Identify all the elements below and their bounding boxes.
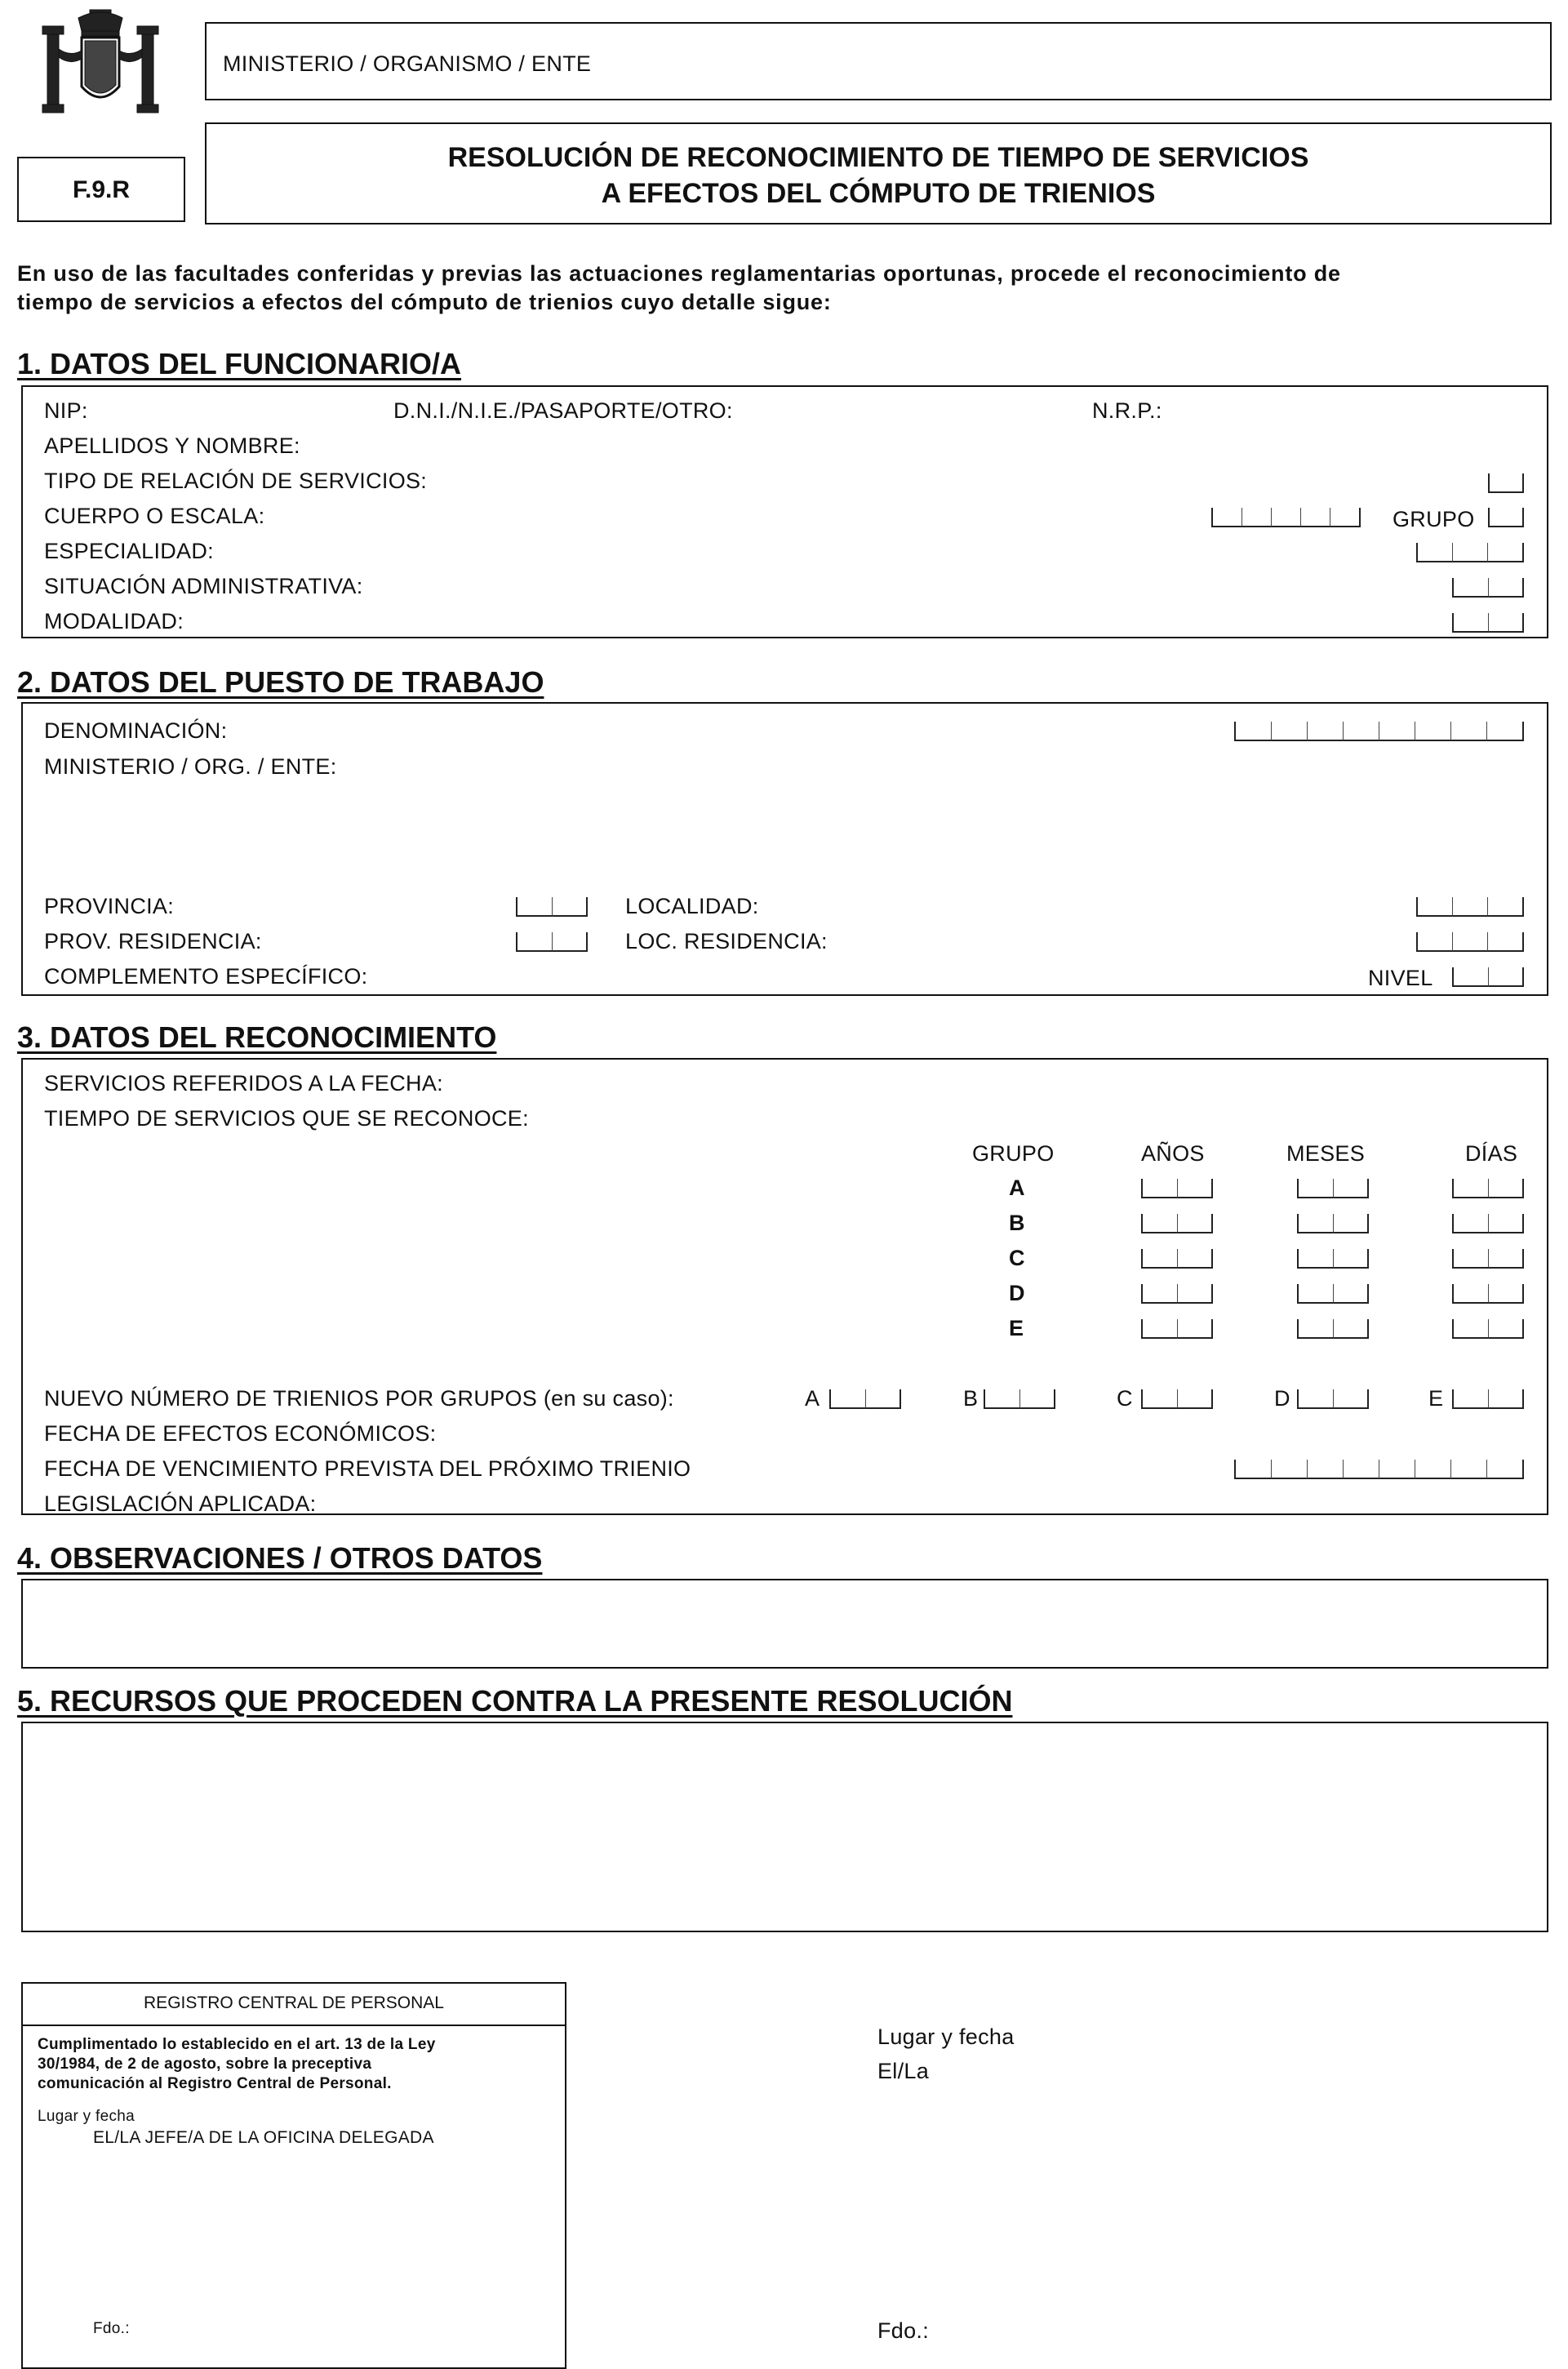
coat-of-arms-logo xyxy=(31,8,170,118)
ministry-box[interactable] xyxy=(205,22,1552,100)
registro-box xyxy=(21,1982,566,2369)
meses-field-e[interactable] xyxy=(1297,1319,1369,1339)
servicios-fecha-label: SERVICIOS REFERIDOS A LA FECHA: xyxy=(44,1071,443,1096)
section4-title: 4. OBSERVACIONES / OTROS DATOS xyxy=(17,1541,543,1575)
registro-text-line1: Cumplimentado lo establecido en el art. 13 de la Ley xyxy=(38,2036,436,2053)
trienio-letter-c: C xyxy=(1117,1386,1133,1411)
registro-text-line2: 30/1984, de 2 de agosto, sobre la preceptiva xyxy=(38,2056,372,2073)
tipo-relacion-field[interactable] xyxy=(1488,473,1524,493)
anos-field-b[interactable] xyxy=(1141,1214,1213,1233)
loc-residencia-field[interactable] xyxy=(1416,932,1524,952)
signature-el-la-label: El/La xyxy=(877,2059,930,2083)
apellidos-label: APELLIDOS Y NOMBRE: xyxy=(44,433,300,458)
dias-field-d[interactable] xyxy=(1452,1284,1524,1304)
meses-field-d[interactable] xyxy=(1297,1284,1369,1304)
tiempo-servicios-label: TIEMPO DE SERVICIOS QUE SE RECONOCE: xyxy=(44,1106,529,1131)
trienio-field-d[interactable] xyxy=(1297,1389,1369,1409)
dni-label: D.N.I./N.I.E./PASAPORTE/OTRO: xyxy=(393,398,733,423)
prov-residencia-label: PROV. RESIDENCIA: xyxy=(44,929,262,953)
trienio-field-a[interactable] xyxy=(829,1389,901,1409)
group-letter-c: C xyxy=(1009,1246,1025,1270)
observaciones-box[interactable] xyxy=(21,1579,1548,1669)
section1-title: 1. DATOS DEL FUNCIONARIO/A xyxy=(17,347,462,380)
col-meses-header: MESES xyxy=(1286,1141,1366,1166)
group-letter-a: A xyxy=(1009,1176,1025,1200)
trienio-letter-b: B xyxy=(963,1386,979,1411)
cuerpo-field[interactable] xyxy=(1211,508,1361,527)
localidad-field[interactable] xyxy=(1416,897,1524,917)
fecha-vencimiento-label: FECHA DE VENCIMIENTO PREVISTA DEL PRÓXIMO TRIENIO xyxy=(44,1456,691,1481)
trienio-field-c[interactable] xyxy=(1141,1389,1213,1409)
intro-line1: En uso de las facultades conferidas y previas las actuaciones reglamentarias oportunas, procede el reconocimiento de xyxy=(17,261,1341,286)
registro-text-line3: comunicación al Registro Central de Personal. xyxy=(38,2075,392,2092)
nuevo-numero-label: NUEVO NÚMERO DE TRIENIOS POR GRUPOS (en su caso): xyxy=(44,1386,674,1411)
nivel-label: NIVEL xyxy=(1368,966,1433,990)
especialidad-label: ESPECIALIDAD: xyxy=(44,539,214,563)
group-letter-d: D xyxy=(1009,1281,1025,1305)
form-code-box xyxy=(17,157,185,222)
especialidad-field[interactable] xyxy=(1416,543,1524,562)
trienio-letter-e: E xyxy=(1428,1386,1444,1411)
section3-box xyxy=(21,1058,1548,1515)
ministerio-org-label: MINISTERIO / ORG. / ENTE: xyxy=(44,754,337,779)
dias-field-c[interactable] xyxy=(1452,1249,1524,1269)
denominacion-field[interactable] xyxy=(1234,722,1524,741)
situacion-label: SITUACIÓN ADMINISTRATIVA: xyxy=(44,574,363,598)
section3-title: 3. DATOS DEL RECONOCIMIENTO xyxy=(17,1020,497,1054)
intro-line2: tiempo de servicios a efectos del cómputo de trienios cuyo detalle sigue: xyxy=(17,290,832,314)
modalidad-label: MODALIDAD: xyxy=(44,609,184,633)
col-grupo-header: GRUPO xyxy=(972,1141,1055,1166)
col-dias-header: DÍAS xyxy=(1465,1141,1518,1166)
fecha-efectos-label: FECHA DE EFECTOS ECONÓMICOS: xyxy=(44,1421,437,1446)
modalidad-field[interactable] xyxy=(1452,613,1524,633)
form-title-line1: RESOLUCIÓN DE RECONOCIMIENTO DE TIEMPO DE SERVICIOS xyxy=(447,142,1309,173)
trienio-letter-a: A xyxy=(805,1386,820,1411)
meses-field-c[interactable] xyxy=(1297,1249,1369,1269)
dias-field-a[interactable] xyxy=(1452,1179,1524,1198)
provincia-label: PROVINCIA: xyxy=(44,894,175,918)
registro-jefe-label: EL/LA JEFE/A DE LA OFICINA DELEGADA xyxy=(93,2128,434,2147)
registro-fdo-label: Fdo.: xyxy=(93,2320,130,2337)
trienio-field-b[interactable] xyxy=(984,1389,1055,1409)
trienio-letter-d: D xyxy=(1274,1386,1290,1411)
complemento-label: COMPLEMENTO ESPECÍFICO: xyxy=(44,964,368,989)
tipo-relacion-label: TIPO DE RELACIÓN DE SERVICIOS: xyxy=(44,469,428,493)
col-anos-header: AÑOS xyxy=(1141,1141,1205,1166)
meses-field-a[interactable] xyxy=(1297,1179,1369,1198)
nivel-field[interactable] xyxy=(1452,967,1524,987)
cuerpo-label: CUERPO O ESCALA: xyxy=(44,504,265,528)
section2-box xyxy=(21,702,1548,996)
ministry-label: MINISTERIO / ORGANISMO / ENTE xyxy=(223,51,592,76)
section2-title: 2. DATOS DEL PUESTO DE TRABAJO xyxy=(17,665,544,699)
recursos-box[interactable] xyxy=(21,1722,1548,1932)
dias-field-b[interactable] xyxy=(1452,1214,1524,1233)
form-title-line2: A EFECTOS DEL CÓMPUTO DE TRIENIOS xyxy=(601,178,1156,209)
loc-residencia-label: LOC. RESIDENCIA: xyxy=(625,929,828,953)
group-letter-e: E xyxy=(1009,1316,1024,1340)
meses-field-b[interactable] xyxy=(1297,1214,1369,1233)
group-letter-b: B xyxy=(1009,1211,1025,1235)
nrp-label: N.R.P.: xyxy=(1092,398,1162,423)
anos-field-e[interactable] xyxy=(1141,1319,1213,1339)
grupo-field[interactable] xyxy=(1488,508,1524,527)
trienio-field-e[interactable] xyxy=(1452,1389,1524,1409)
situacion-field[interactable] xyxy=(1452,578,1524,598)
title-box xyxy=(205,122,1552,224)
registro-divider xyxy=(23,2025,565,2026)
dias-field-e[interactable] xyxy=(1452,1319,1524,1339)
registro-lugar-label: Lugar y fecha xyxy=(38,2108,135,2125)
grupo-label: GRUPO xyxy=(1393,507,1475,531)
section1-box xyxy=(21,385,1548,638)
legislacion-label: LEGISLACIÓN APLICADA: xyxy=(44,1491,317,1516)
registro-title: REGISTRO CENTRAL DE PERSONAL xyxy=(144,1993,444,2012)
nip-label: NIP: xyxy=(44,398,88,423)
signature-fdo-label: Fdo.: xyxy=(877,2318,930,2343)
denominacion-label: DENOMINACIÓN: xyxy=(44,718,228,743)
prov-residencia-field[interactable] xyxy=(516,932,588,952)
anos-field-a[interactable] xyxy=(1141,1179,1213,1198)
fecha-vencimiento-field[interactable] xyxy=(1234,1460,1524,1479)
localidad-label: LOCALIDAD: xyxy=(625,894,759,918)
signature-lugar-label: Lugar y fecha xyxy=(877,2025,1015,2049)
anos-field-d[interactable] xyxy=(1141,1284,1213,1304)
section5-title: 5. RECURSOS QUE PROCEDEN CONTRA LA PRESENTE RESOLUCIÓN xyxy=(17,1684,1013,1718)
provincia-field[interactable] xyxy=(516,897,588,917)
form-code: F.9.R xyxy=(72,176,131,203)
anos-field-c[interactable] xyxy=(1141,1249,1213,1269)
